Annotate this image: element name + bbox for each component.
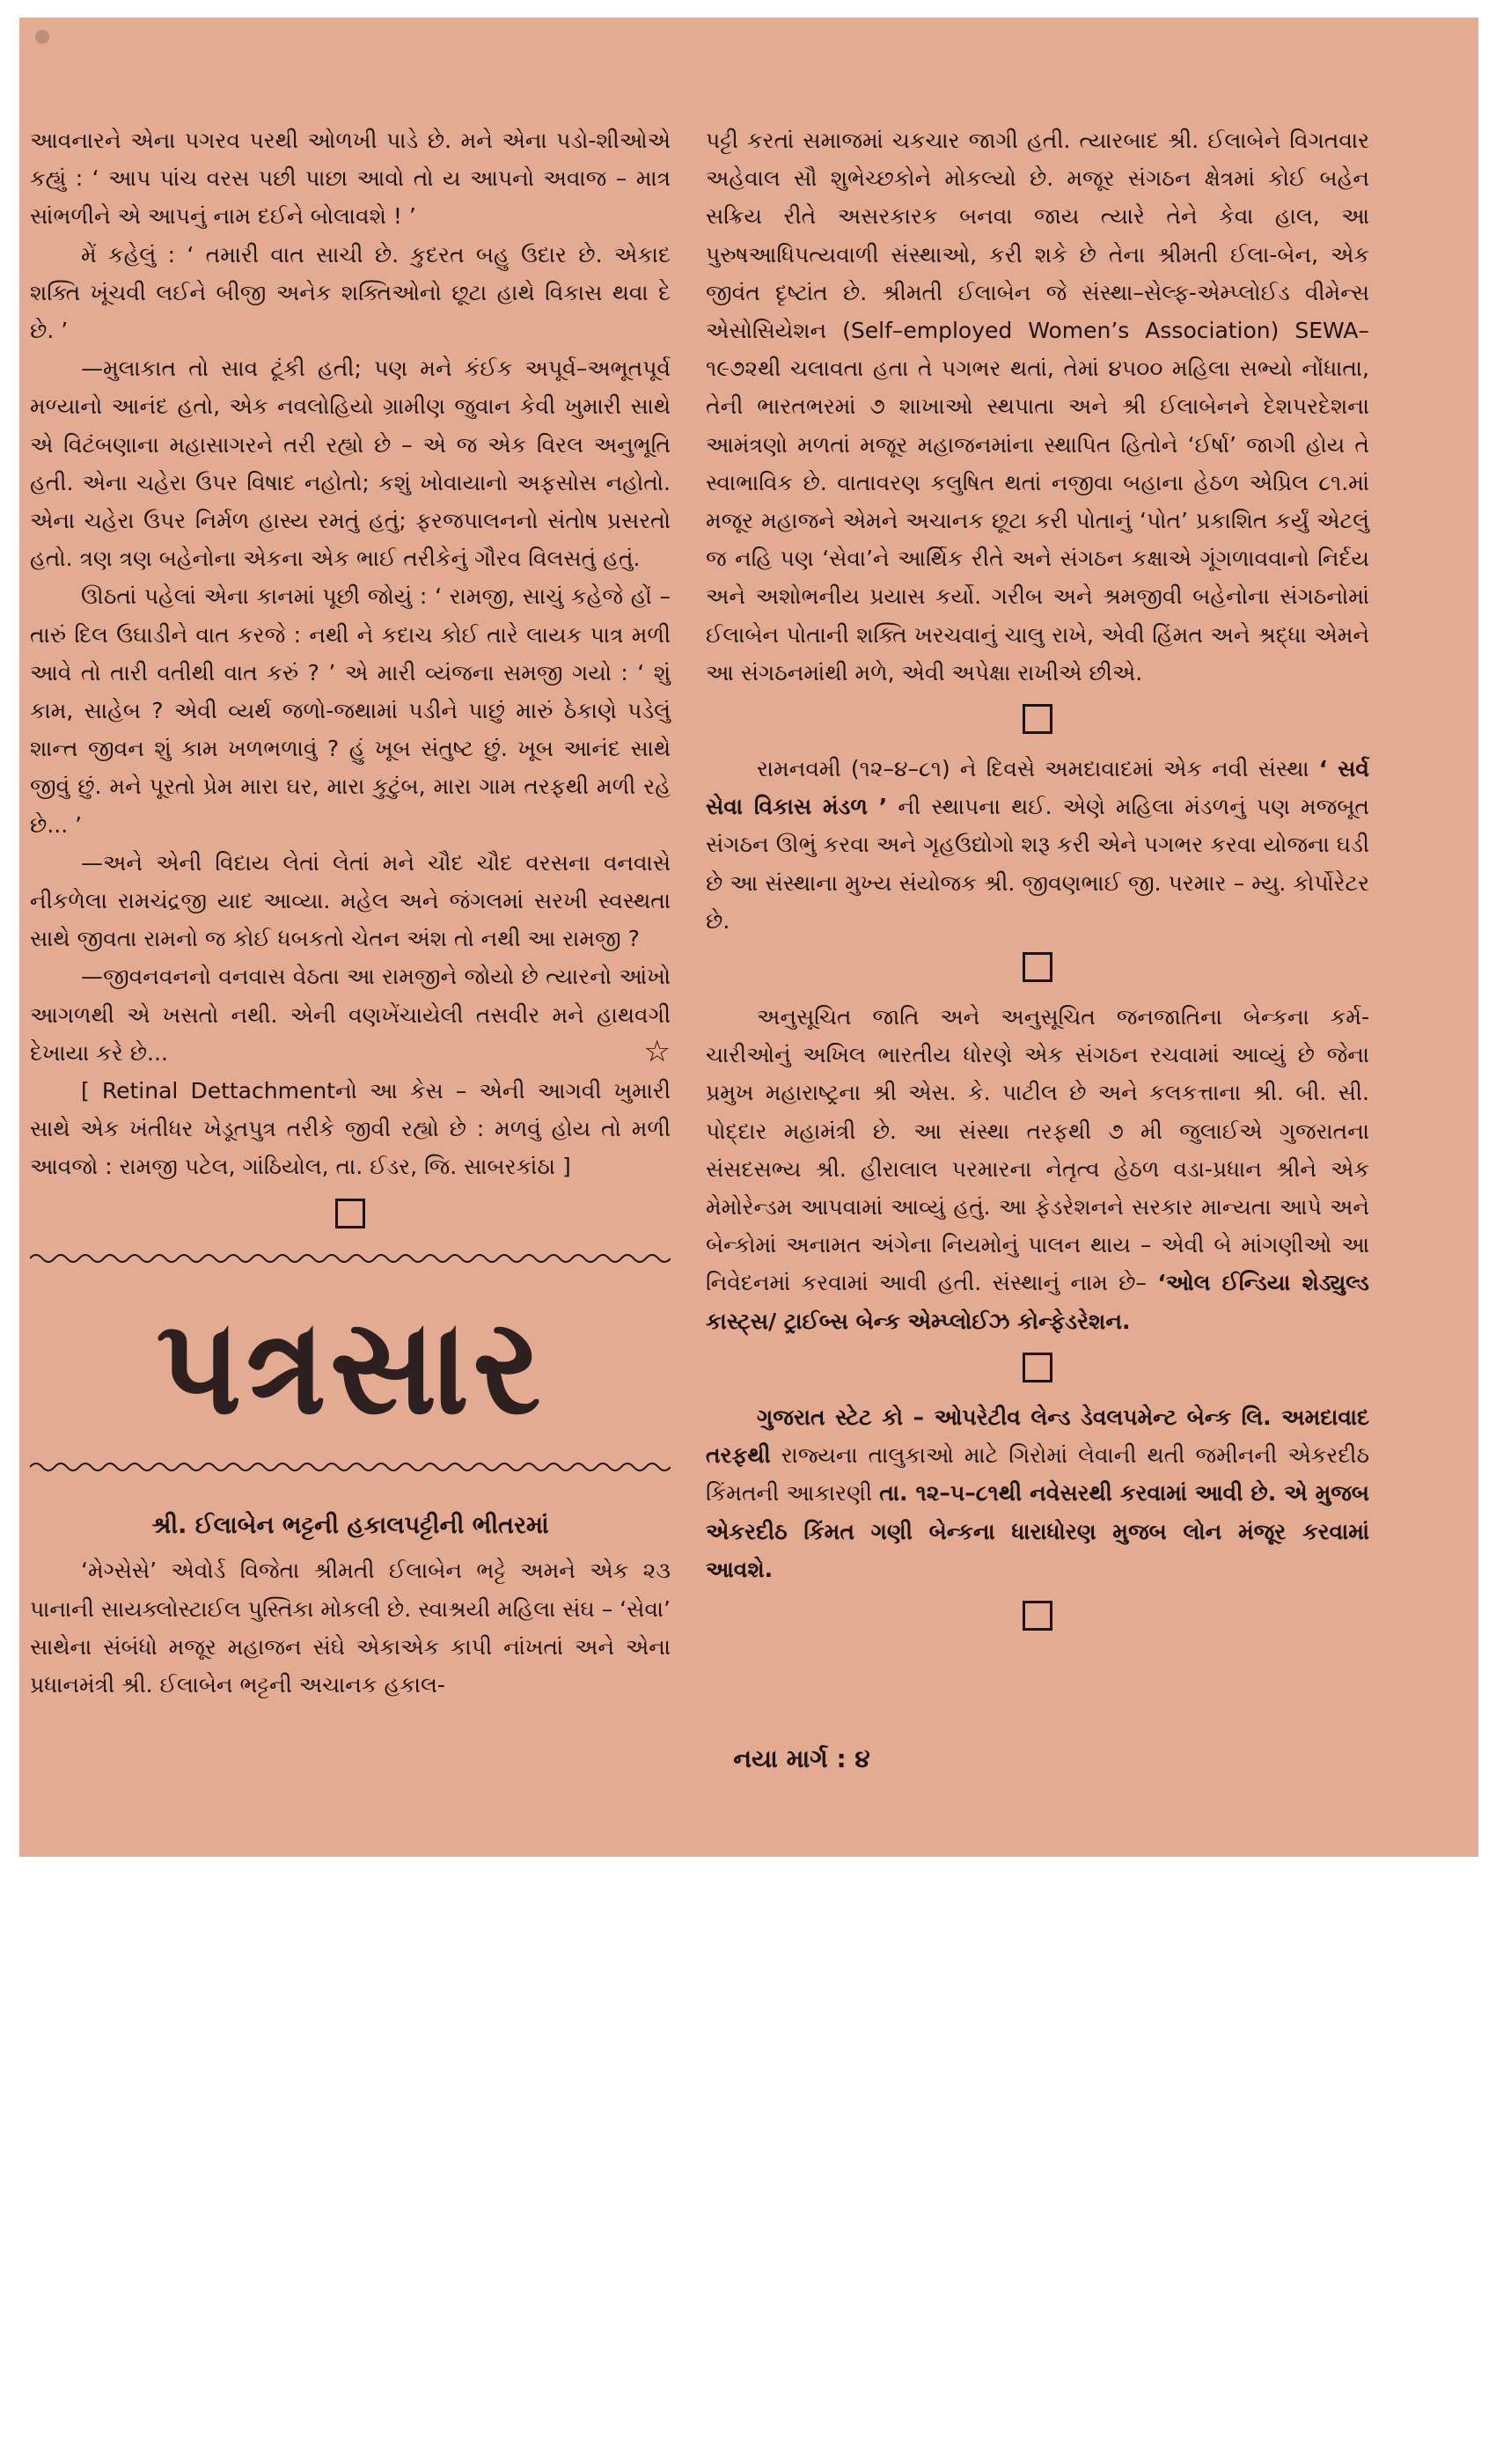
wavy-rule-bottom: [30, 1460, 671, 1474]
star-icon: ☆: [643, 1033, 671, 1069]
paragraph: ‘મેગ્સેસે’ એવોર્ડ વિજેતા શ્રીમતી ઈલાબેન ભટ્ટે અમને એક ૨૩ પાનાની સાયક્લોસ્ટાઈલ પુસ્તિકા મોકલી છે. સ્વાશ્રયી મહિલા સંઘ – ‘સેવા’ સાથેના સંબંધો મજૂર મહાજન સંઘે એકાએક કાપી નાંખતાં અને એના પ્રધાનમંત્રી શ્રી. ઈલાબેન ભટ્ટની અચાનક હકાલ-: [30, 1558, 671, 1698]
right-column: [706, 121, 1369, 1646]
punch-hole: [35, 30, 49, 44]
paragraph: [706, 750, 1369, 940]
paragraph: [706, 1398, 1369, 1588]
paragraph-text: અનુસૂચિત જાતિ અને અનુસૂચિત જનજાતિના બેન્કના કર્મ-ચારીઓનું અખિલ ભારતીય ધોરણે એક સંગઠન રચવામાં આવ્યું છે જેના પ્રમુખ મહારાષ્ટ્રના શ્રી એસ. કે. પાટીલ છે અને કલકત્તાના શ્રી. બી. સી. પોદ્દાર મહામંત્રી છે. આ સંસ્થા તરફથી ૭ મી જુલાઈએ ગુજરાતના સંસદસભ્ય શ્રી. હીરાલાલ પરમારના નેતૃત્વ હેઠળ વડા-પ્રધાન શ્રીને એક મેમોરેન્ડમ આપવામાં આવ્યું હતું. આ ફેડરેશનને સરકાર માન્યતા આપે અને બેન્કોમાં અનામત અંગેના નિયમોનું પાલન થાય – એવી બે માંગણીઓ આ નિવેદનમાં કરવામાં આવી હતી. સંસ્થાનું નામ છે–: [706, 1004, 1369, 1296]
paragraph: મેં કહેલું : ‘ તમારી વાત સાચી છે. કુદરત બહુ ઉદાર છે. એકાદ શક્તિ ખૂંચવી લઈને બીજી અનેક શક્તિઓનો છૂટા હાથે વિકાસ થવા દે છે. ’: [30, 241, 671, 344]
left-column: [30, 121, 671, 1704]
paragraph: આવનારને એના પગરવ પરથી ઓળખી પાડે છે. મને એના પડો-શીઓએ કહ્યું : ‘ આપ પાંચ વરસ પછી પાછા આવો તો ય આપનો અવાજ – માત્ર સાંભળીને એ આપનું નામ દઈને બોલાવશે ! ’: [30, 128, 671, 230]
section-divider-box: [335, 1199, 365, 1228]
section-divider-box: [1023, 952, 1052, 982]
paragraph: પટ્ટી કરતાં સમાજમાં ચકચાર જાગી હતી. ત્યારબાદ શ્રી. ઈલાબેને વિગતવાર અહેવાલ સૌ શુભેચ્છકોને મોકલ્યો છે. મજૂર સંગઠન ક્ષેત્રમાં કોઈ બહેન સક્રિય રીતે અસરકારક બનવા જાય ત્યારે તેને કેવા હાલ, આ પુરુષઆધિપત્યવાળી સંસ્થાઓ, કરી શકે છે તેના શ્રીમતી ઈલા-બેન, એક જીવંત દૃષ્ટાંત છે. શ્રીમતી ઈલાબેન જે સંસ્થા–સેલ્ફ-એમ્પ્લોઈડ વીમેન્સ એસોસિયેશન (Self–employed Women’s Association) SEWA–૧૯૭૨થી ચલાવતા હતા તે પગભર થતાં, તેમાં ૪૫૦૦ મહિલા સભ્યો નોંધાતા, તેની ભારતભરમાં ૭ શાખાઓ સ્થપાતા અને શ્રી ઈલાબેનને દેશપરદેશના આમંત્રણો મળતાં મજૂર મહાજનમાંના સ્થાપિત હિતોને ‘ઈર્ષા’ જાગી હોય તે સ્વાભાવિક છે. વાતાવરણ કલુષિત થતાં નજીવા બહાના હેઠળ એપ્રિલ ૮૧.માં મજૂર મહાજને એમને અચાનક છૂટા કરી પોતાનું ‘પોત’ પ્રકાશિત કર્યું એટલું જ નહિ પણ ‘સેવા’ને આર્થિક રીતે અને સંગઠન કક્ષાએ ગૂંગળાવવાનો નિર્દય અને અશોભનીય પ્રયાસ કર્યો. ગરીબ અને શ્રમજીવી બહેનોના સંગઠનોમાં ઈલાબેન પોતાની શક્તિ ખરચવાનું ચાલુ રાખે, એવી હિંમત અને શ્રદ્ધા એમને આ સંગઠનમાંથી મળે, એવી અપેક્ષા રાખીએ છીએ.: [706, 128, 1369, 686]
paragraph-text: રામનવમી (૧૨–૪–૮૧) ને દિવસે અમદાવાદમાં એક નવી સંસ્થા: [757, 756, 1309, 782]
paragraph-text: તા. ૧૨–૫–૮૧થી નવેસરથી કરવામાં આવી છે. એ મુજબ એકરદીઠ કિંમત ગણી બેન્કના ધારાધોરણ મુજબ લોન મંજૂર કરવામાં આવશે.: [706, 1480, 1369, 1582]
paragraph: [30, 957, 671, 1072]
page-footer: [19, 1744, 1478, 1774]
paragraph: —અને એની વિદાય લેતાં લેતાં મને ચૌદ ચૌદ વરસના વનવાસે નીકળેલા રામચંદ્રજી યાદ આવ્યા. મહેલ અને જંગલમાં સરખી સ્વસ્થતા સાથે જીવતા રામનો જ કોઈ ધબકતો ચેતન અંશ તો નથી આ રામજી ?: [30, 849, 671, 952]
paragraph-text: રાજ્યના તાલુકાઓ માટે ગિરોમાં લેવાની થતી જમીનની એકરદીઠ કિંમતની આકારણી: [706, 1442, 1369, 1507]
section-masthead: પત્રસાર: [156, 1290, 545, 1444]
paragraph-text: —જીવનવનનો વનવાસ વેઠતા આ રામજીને જોયો છે ત્યારનો આંખો આગળથી એ ખસતો નથી. એની વણખેંચાયેલી તસવીર મને હાથવગી દેખાયા કરે છે...: [30, 964, 671, 1066]
paragraph-text: ની સ્થાપના થઈ. એણે મહિલા મંડળનું પણ મજબૂત સંગઠન ઊભું કરવા અને ગૃહઉદ્યોગો શરૂ કરી એને પગભર કરવા યોજના ઘડી છે આ સંસ્થાના મુખ્ય સંયોજક શ્રી. જીવણભાઈ જી. પરમાર – મ્યુ. કોર્પોરેટર છે.: [706, 794, 1369, 934]
paragraph: [706, 998, 1369, 1340]
section-divider-box: [1023, 1601, 1052, 1631]
organization-name: ‘ સર્વ સેવા વિકાસ મંડળ ’: [706, 756, 1369, 820]
editor-note: [ Retinal Dettachmentનો આ કેસ – એની આગવી ખુમારી સાથે એક ખંતીધર ખેડૂતપુત્ર તરીકે જીવી રહ્યો છે : મળવું હોય તો મળી આવજો : રામજી પટેલ, ગાંઠિયોલ, તા. ઈડર, જિ. સાબરકાંઠા ]: [30, 1078, 671, 1180]
section-divider-box: [1023, 704, 1052, 734]
paragraph: ઊઠતાં પહેલાં એના કાનમાં પૂછી જોયું : ‘ રામજી, સાચું કહેજે હોં – તારું દિલ ઉઘાડીને વાત કરજે : નથી ને કદાચ કોઈ તારે લાયક પાત્ર મળી આવે તો તારી વતીથી વાત કરું ? ’ એ મારી વ્યંજના સમજી ગયો : ‘ શું કામ, સાહેબ ? એવી વ્યર્થ જળો-જથામાં પડીને પાછું મારું ઠેકાણે પડેલું શાન્ત જીવન શું કામ ખળભળાવું ? હું ખૂબ સંતુષ્ટ છું. ખૂબ આનંદ સાથે જીવું છું. મને પૂરતો પ્રેમ મારા ઘર, મારા કુટુંબ, મારા ગામ તરફથી મળી રહે છે... ’: [30, 583, 671, 838]
organization-name: ગુજરાત સ્ટેટ કો – ઓપરેટીવ લેન્ડ ડેવલપમેન્ટ બેન્ક લિ. અમદાવાદ તરફથી: [706, 1404, 1369, 1469]
paragraph: —મુલાકાત તો સાવ ટૂંકી હતી; પણ મને કંઈક અપૂર્વ–અભૂતપૂર્વ મળ્યાનો આનંદ હતો, એક નવલોહિયો ગ્રામીણ જુવાન કેવી ખુમારી સાથે એ વિટંબણાના મહાસાગરને તરી રહ્યો છે – એ જ એક વિરલ અનુભૂતિ હતી. એના ચહેરા ઉપર વિષાદ નહોતો; કશું ખોવાયાનો અફસોસ નહોતો. એના ચહેરા ઉપર નિર્મળ હાસ્ય રમતું હતું; ફરજપાલનનો સંતોષ પ્રસરતો હતો. ત્રણ ત્રણ બહેનોના એકના એક ભાઈ તરીકેનું ગૌરવ વિલસતું હતું.: [30, 356, 671, 572]
organization-name: ‘ઓલ ઈન્ડિયા શેડ્યુલ્ડ કાસ્ટ્સ/ ટ્રાઈબ્સ બેન્ક એમ્પ્લોઈઝ કોન્ફેડરેશન.: [706, 1270, 1369, 1334]
article-heading: શ્રી. ઈલાબેન ભટ્ટની હકાલપટ્ટીની ભીતરમાં: [151, 1512, 549, 1540]
wavy-rule-top: [30, 1251, 671, 1265]
section-divider-box: [1023, 1353, 1052, 1382]
magazine-page: [19, 18, 1478, 1857]
footer-label: નયા માર્ગ : ૪: [733, 1744, 870, 1773]
